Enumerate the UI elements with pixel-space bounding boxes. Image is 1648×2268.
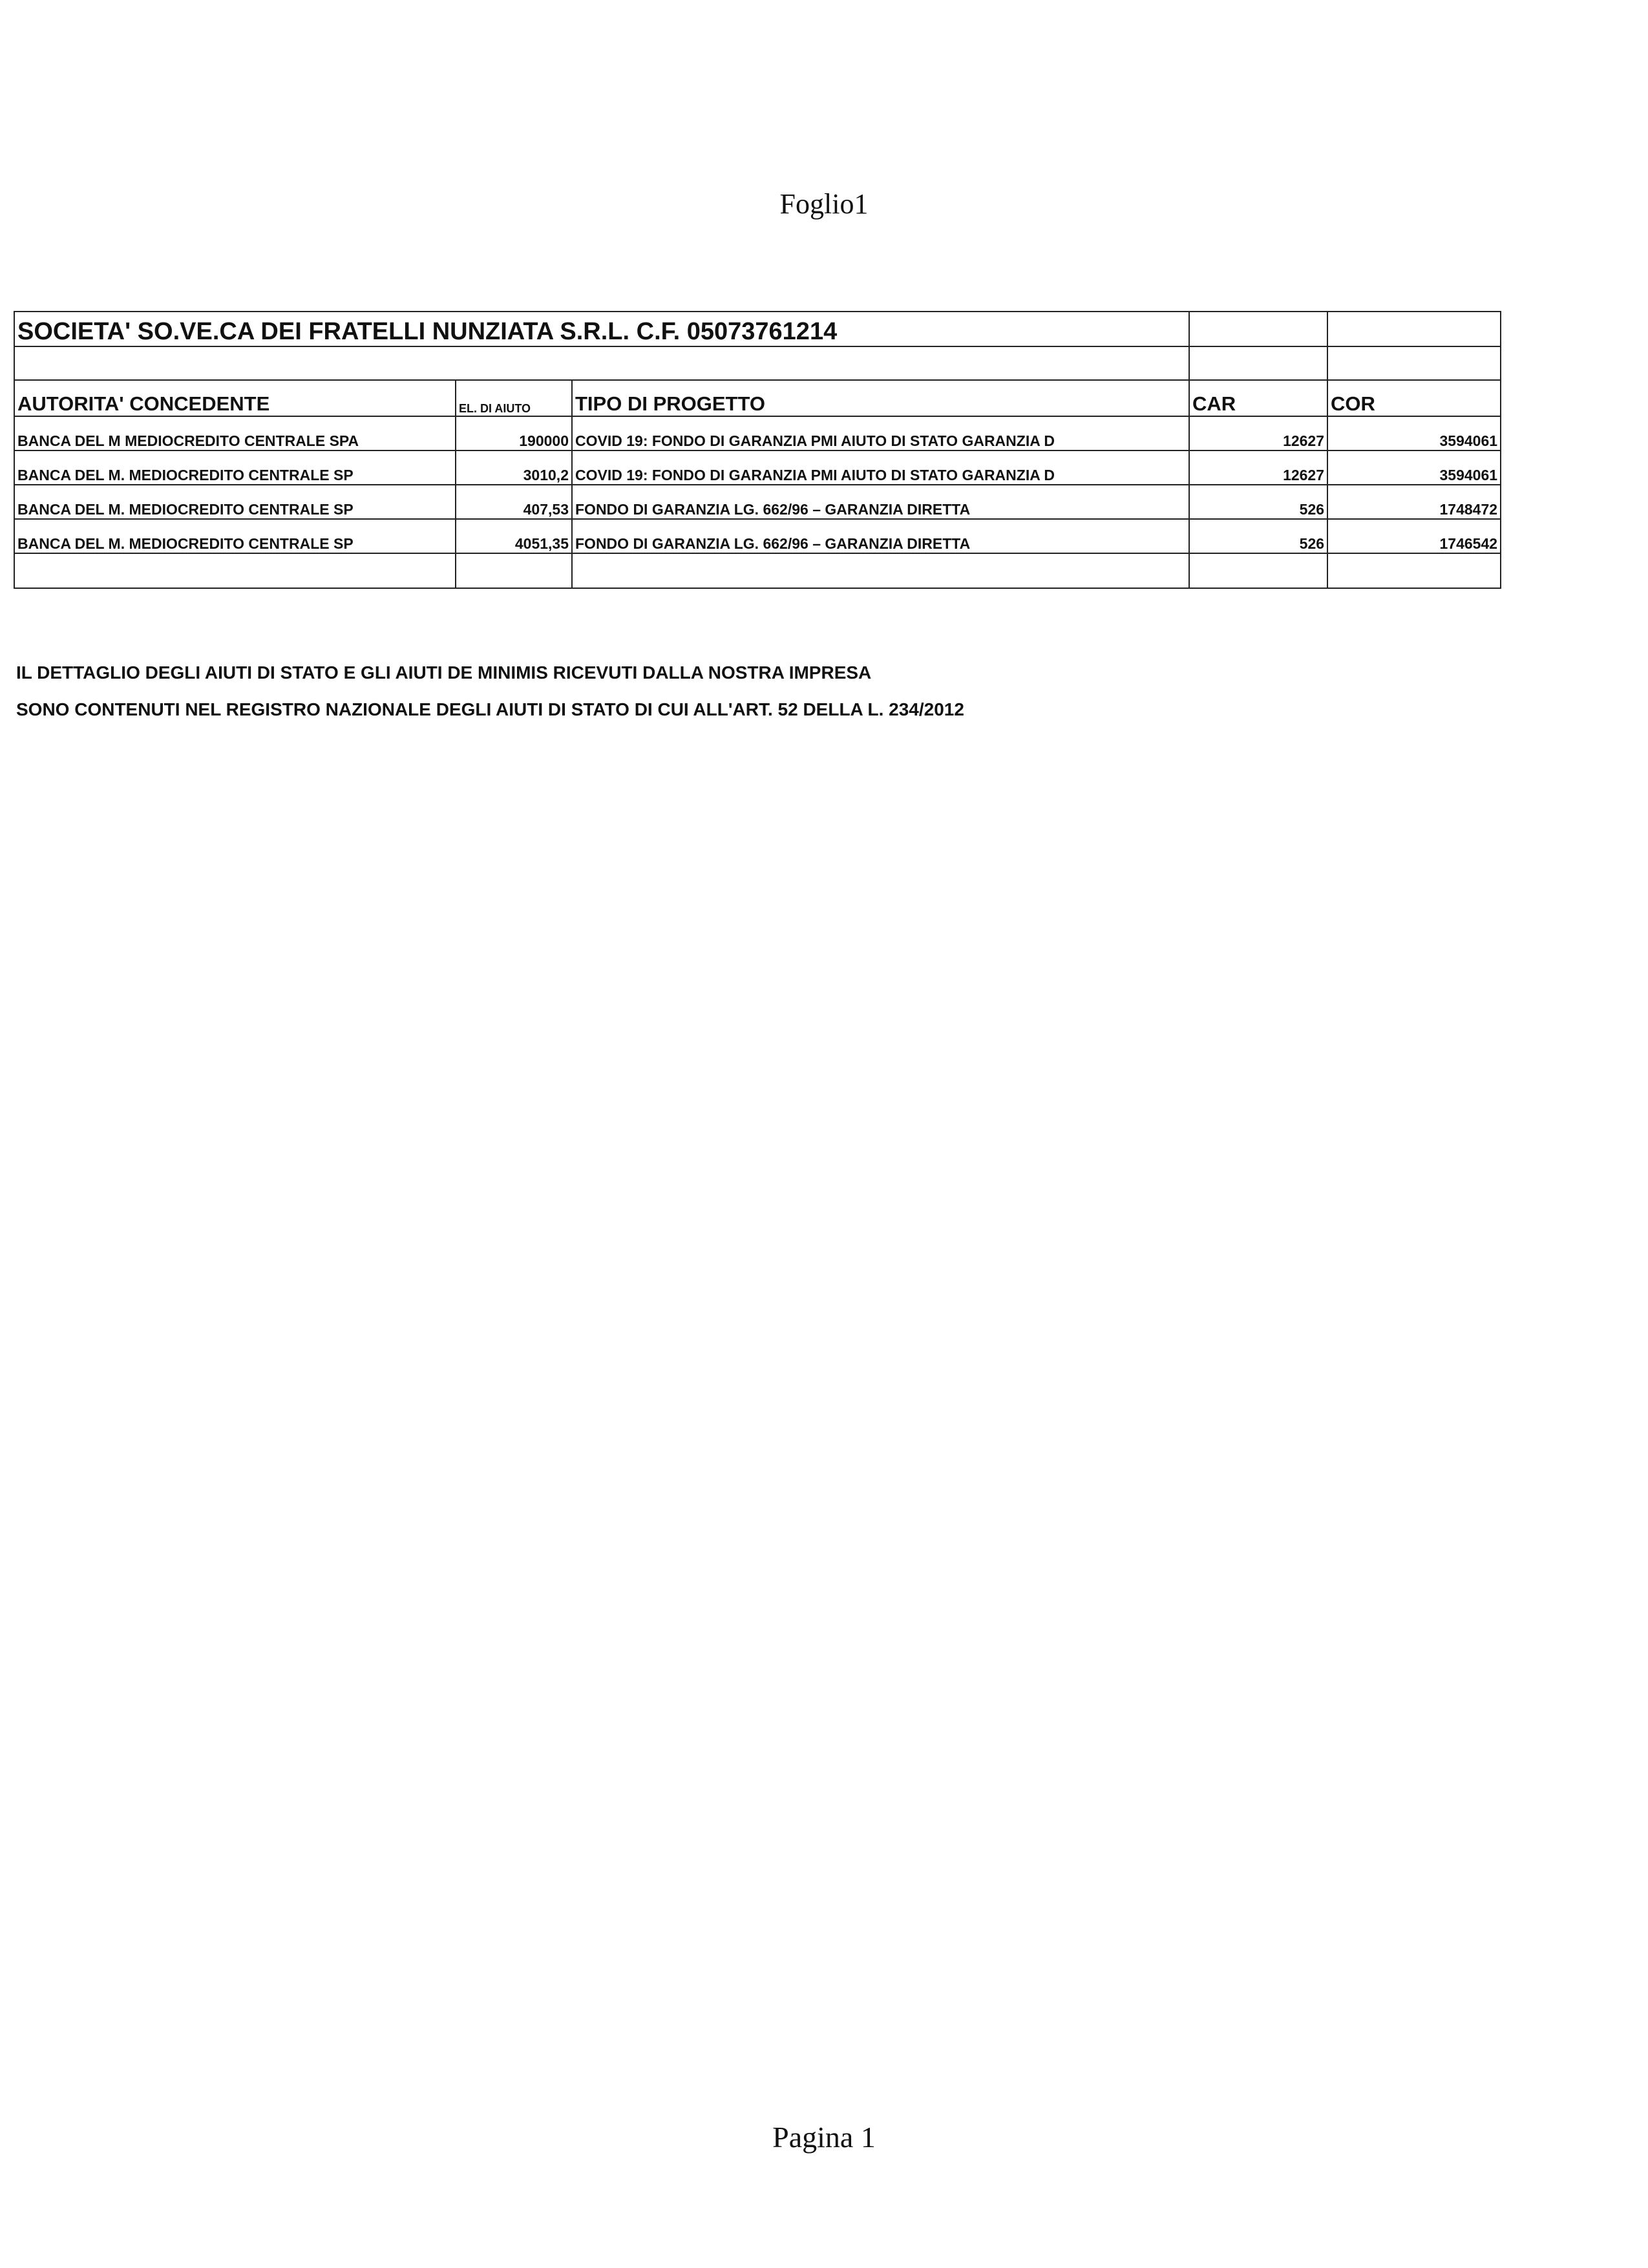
note-line: IL DETTAGLIO DEGLI AIUTI DI STATO E GLI AIUTI DE MINIMIS RICEVUTI DALLA NOSTRA IMPRESA bbox=[16, 662, 872, 683]
empty-cell bbox=[1189, 553, 1327, 588]
aid-element-cell: 407,53 bbox=[456, 485, 572, 519]
table-row bbox=[14, 416, 1501, 450]
car-cell: 12627 bbox=[1189, 416, 1327, 450]
cor-cell: 1746542 bbox=[1327, 519, 1501, 553]
empty-cell bbox=[1327, 346, 1501, 380]
empty-row bbox=[14, 553, 1501, 588]
header-cor: COR bbox=[1327, 380, 1501, 416]
aid-element-cell: 4051,35 bbox=[456, 519, 572, 553]
project-type-cell: COVID 19: FONDO DI GARANZIA PMI AIUTO DI STATO GARANZIA D bbox=[572, 450, 1189, 485]
header-aid-element: EL. DI AIUTO bbox=[456, 380, 572, 416]
empty-cell bbox=[1327, 312, 1501, 346]
aid-table bbox=[14, 311, 1501, 589]
car-cell: 12627 bbox=[1189, 450, 1327, 485]
empty-cell bbox=[14, 553, 456, 588]
car-cell: 526 bbox=[1189, 519, 1327, 553]
authority-cell: BANCA DEL M. MEDIOCREDITO CENTRALE SP bbox=[14, 450, 456, 485]
authority-cell: BANCA DEL M. MEDIOCREDITO CENTRALE SP bbox=[14, 485, 456, 519]
project-type-cell: FONDO DI GARANZIA LG. 662/96 – GARANZIA DIRETTA bbox=[572, 519, 1189, 553]
authority-cell: BANCA DEL M. MEDIOCREDITO CENTRALE SP bbox=[14, 519, 456, 553]
company-name: SOCIETA' SO.VE.CA DEI FRATELLI NUNZIATA S.R.L. C.F. 05073761214 bbox=[14, 312, 1189, 346]
table-row bbox=[14, 485, 1501, 519]
table-row bbox=[14, 519, 1501, 553]
cor-cell: 1748472 bbox=[1327, 485, 1501, 519]
project-type-cell: FONDO DI GARANZIA LG. 662/96 – GARANZIA DIRETTA bbox=[572, 485, 1189, 519]
cor-cell: 3594061 bbox=[1327, 416, 1501, 450]
header-authority: AUTORITA' CONCEDENTE bbox=[14, 380, 456, 416]
aid-element-cell: 3010,2 bbox=[456, 450, 572, 485]
note-line: SONO CONTENUTI NEL REGISTRO NAZIONALE DEGLI AIUTI DI STATO DI CUI ALL'ART. 52 DELLA L. 234/2012 bbox=[16, 699, 964, 719]
authority-cell: BANCA DEL M MEDIOCREDITO CENTRALE SPA bbox=[14, 416, 456, 450]
header-row bbox=[14, 380, 1501, 416]
car-cell: 526 bbox=[1189, 485, 1327, 519]
cor-cell: 3594061 bbox=[1327, 450, 1501, 485]
project-type-cell: COVID 19: FONDO DI GARANZIA PMI AIUTO DI STATO GARANZIA D bbox=[572, 416, 1189, 450]
sheet-title: Foglio1 bbox=[779, 188, 869, 220]
empty-cell bbox=[1189, 346, 1327, 380]
company-row bbox=[14, 312, 1501, 346]
header-project-type: TIPO DI PROGETTO bbox=[572, 380, 1189, 416]
aid-element-cell: 190000 bbox=[456, 416, 572, 450]
empty-cell bbox=[14, 346, 1189, 380]
empty-cell bbox=[572, 553, 1189, 588]
page-number: Pagina 1 bbox=[772, 2121, 876, 2154]
header-car: CAR bbox=[1189, 380, 1327, 416]
empty-cell bbox=[456, 553, 572, 588]
blank-row bbox=[14, 346, 1501, 380]
table-row bbox=[14, 450, 1501, 485]
empty-cell bbox=[1327, 553, 1501, 588]
empty-cell bbox=[1189, 312, 1327, 346]
